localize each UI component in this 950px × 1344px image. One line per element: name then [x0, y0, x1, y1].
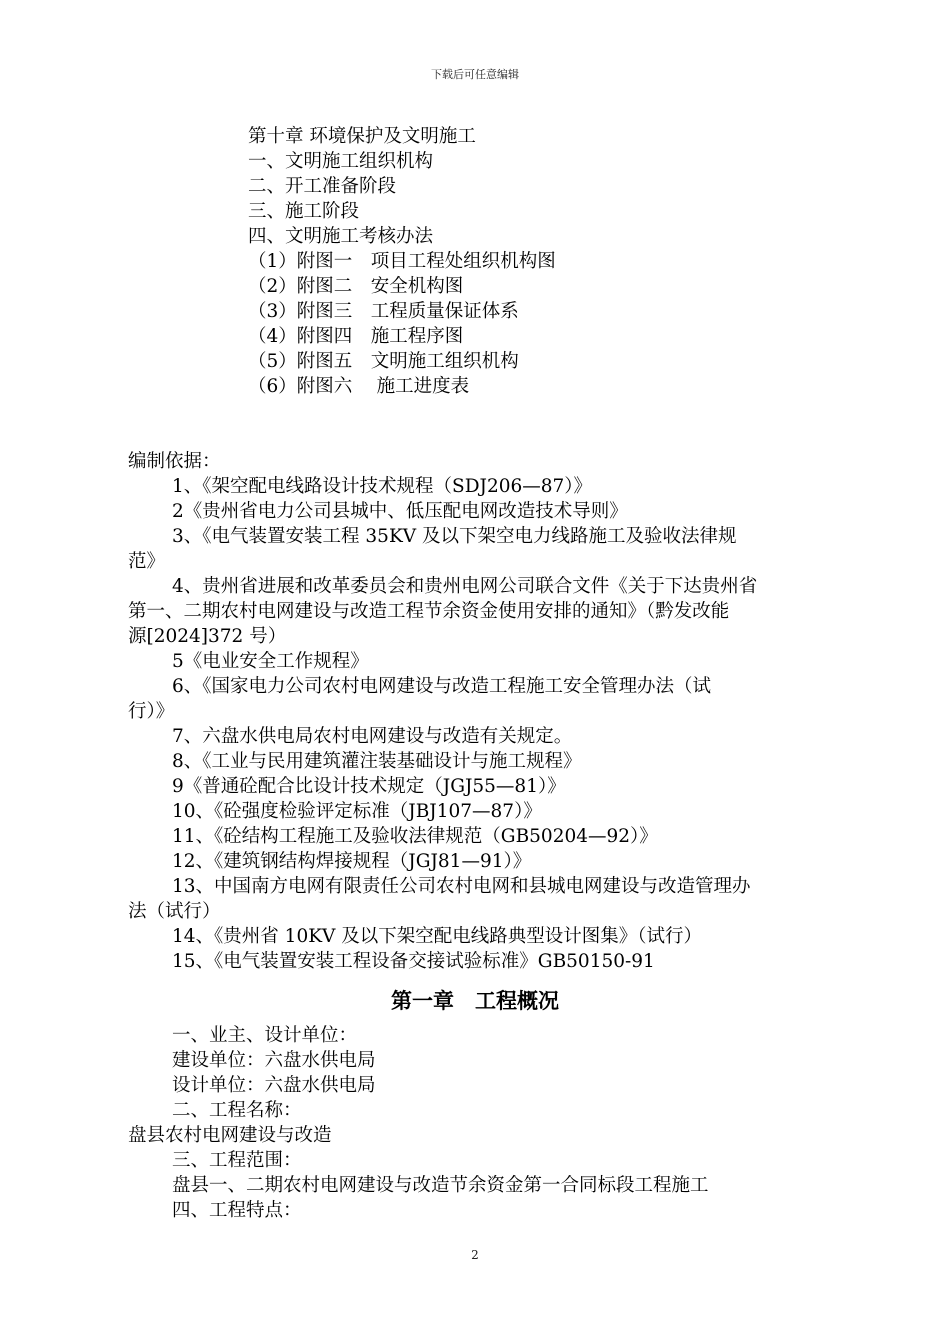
reference-item-continued: 范》 — [128, 551, 166, 572]
reference-item: 13、中国南方电网有限责任公司农村电网和县城电网建设与改造管理办 — [172, 876, 751, 897]
section-heading: 四、工程特点： — [172, 1200, 302, 1221]
toc-item: （2）附图二 安全机构图 — [248, 276, 464, 297]
toc-item: （6）附图六 施工进度表 — [248, 376, 470, 397]
chapter-title: 第一章 工程概况 — [391, 989, 559, 1013]
reference-item-continued: 源[2024]372 号） — [128, 626, 287, 647]
toc-item: 一、文明施工组织机构 — [248, 151, 434, 172]
reference-item: 1、《架空配电线路设计技术规程（SDJ206—87）》 — [172, 476, 593, 497]
reference-item: 14、《贵州省 10KV 及以下架空配电线路典型设计图集》（试行） — [172, 926, 703, 947]
toc-item: （4）附图四 施工程序图 — [248, 326, 464, 347]
section-heading: 一、业主、设计单位： — [172, 1025, 358, 1046]
reference-item: 8、《工业与民用建筑灌注装基础设计与施工规程》 — [172, 751, 582, 772]
reference-item: 4、贵州省进展和改革委员会和贵州电网公司联合文件《关于下达贵州省 — [172, 576, 758, 597]
toc-item: 第十章 环境保护及文明施工 — [248, 126, 476, 147]
reference-item: 5《电业安全工作规程》 — [172, 651, 369, 672]
reference-item: 15、《电气装置安装工程设备交接试验标准》GB50150-91 — [172, 951, 655, 972]
project-name: 盘县农村电网建设与改造 — [128, 1125, 332, 1146]
toc-item: 二、开工准备阶段 — [248, 176, 397, 197]
owner-line: 建设单位：六盘水供电局 — [172, 1050, 376, 1071]
reference-item-continued: 第一、二期农村电网建设与改造工程节余资金使用安排的通知》（黔发改能 — [128, 601, 730, 622]
reference-item: 6、《国家电力公司农村电网建设与改造工程施工安全管理办法（试 — [172, 676, 712, 697]
reference-item: 12、《建筑钢结构焊接规程（JGJ81—91）》 — [172, 851, 532, 872]
project-scope: 盘县一、二期农村电网建设与改造节余资金第一合同标段工程施工 — [172, 1175, 709, 1196]
reference-item: 10、《砼强度检验评定标准（JBJ107—87）》 — [172, 801, 542, 822]
designer-line: 设计单位：六盘水供电局 — [172, 1075, 376, 1096]
reference-item: 3、《电气装置安装工程 35KV 及以下架空电力线路施工及验收法律规 — [172, 526, 737, 547]
section-heading: 三、工程范围： — [172, 1150, 302, 1171]
reference-item-continued: 行）》 — [128, 701, 175, 722]
toc-item: （1）附图一 项目工程处组织机构图 — [248, 251, 556, 272]
basis-heading: 编制依据： — [128, 451, 221, 472]
page-header: 下载后可任意编辑 — [431, 68, 519, 81]
reference-item: 9《普通砼配合比设计技术规定（JGJ55—81）》 — [172, 776, 566, 797]
toc-item: （5）附图五 文明施工组织机构 — [248, 351, 519, 372]
reference-item: 11、《砼结构工程施工及验收法律规范（GB50204—92）》 — [172, 826, 658, 847]
section-heading: 二、工程名称： — [172, 1100, 302, 1121]
toc-item: （3）附图三 工程质量保证体系 — [248, 301, 519, 322]
reference-item: 7、六盘水供电局农村电网建设与改造有关规定。 — [172, 726, 573, 747]
reference-item-continued: 法（试行） — [128, 901, 221, 922]
page-number: 2 — [471, 1248, 479, 1262]
toc-item: 四、文明施工考核办法 — [248, 226, 434, 247]
reference-item: 2《贵州省电力公司县城中、低压配电网改造技术导则》 — [172, 501, 628, 522]
toc-item: 三、施工阶段 — [248, 201, 360, 222]
